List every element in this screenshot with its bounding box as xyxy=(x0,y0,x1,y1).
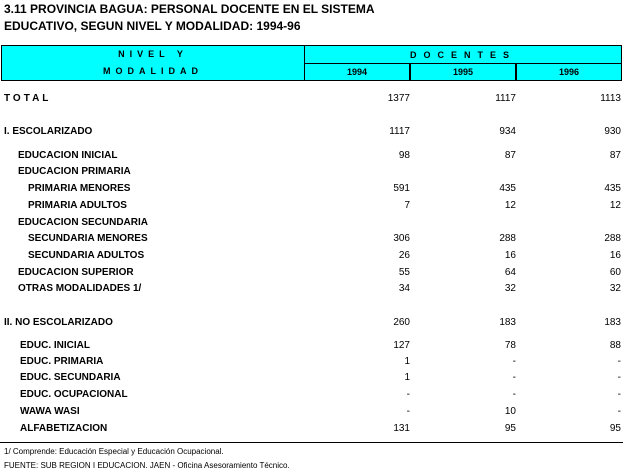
cell-1994: 7 xyxy=(404,200,410,211)
footer-divider xyxy=(0,442,623,443)
row-label: EDUCACION INICIAL xyxy=(18,150,118,161)
row-label: WAWA WASI xyxy=(20,406,80,417)
cell-1996: - xyxy=(617,372,621,383)
cell-1996: 60 xyxy=(609,267,621,278)
table-row xyxy=(0,340,623,354)
row-label: PRIMARIA ADULTOS xyxy=(28,200,127,211)
page-title: 3.11 PROVINCIA BAGUA: PERSONAL DOCENTE EN EL SISTEMA xyxy=(4,2,375,16)
cell-1995: - xyxy=(512,389,516,400)
cell-1995: 288 xyxy=(499,233,516,244)
cell-1995: - xyxy=(512,356,516,367)
cell-1994: 260 xyxy=(393,317,410,328)
cell-1995: 32 xyxy=(504,283,516,294)
table-row xyxy=(0,423,623,437)
table-row-total xyxy=(0,93,623,107)
cell-1994: 1377 xyxy=(387,93,410,104)
row-label: SECUNDARIA ADULTOS xyxy=(28,250,145,261)
cell-1994: - xyxy=(406,406,410,417)
row-label: TOTAL xyxy=(4,93,52,104)
cell-1995: 10 xyxy=(504,406,516,417)
cell-1994: 1 xyxy=(404,356,410,367)
cell-1994: 98 xyxy=(398,150,410,161)
row-label: SECUNDARIA MENORES xyxy=(28,233,148,244)
page-subtitle: EDUCATIVO, SEGUN NIVEL Y MODALIDAD: 1994-96 xyxy=(4,19,301,33)
cell-1996: 183 xyxy=(604,317,621,328)
table-row xyxy=(0,166,623,180)
header-year-1994: 1994 xyxy=(305,64,410,81)
cell-1996: 435 xyxy=(604,183,621,194)
table-row xyxy=(0,389,623,403)
row-label: II. NO ESCOLARIZADO xyxy=(4,317,113,328)
row-label: EDUCACION SECUNDARIA xyxy=(18,217,149,228)
row-label: ALFABETIZACION xyxy=(20,423,108,434)
table-row xyxy=(0,233,623,247)
row-label: EDUC. PRIMARIA xyxy=(20,356,104,367)
row-label: I. ESCOLARIZADO xyxy=(4,126,93,137)
cell-1995: 78 xyxy=(504,340,516,351)
cell-1996: 930 xyxy=(604,126,621,137)
cell-1995: 95 xyxy=(504,423,516,434)
cell-1994: 1117 xyxy=(389,126,410,137)
cell-1996: 1113 xyxy=(600,93,621,104)
cell-1994: 1 xyxy=(404,372,410,383)
cell-1994: 34 xyxy=(398,283,410,294)
cell-1995: 934 xyxy=(499,126,516,137)
cell-1995: 1117 xyxy=(495,93,516,104)
cell-1996: - xyxy=(617,406,621,417)
cell-1995: 12 xyxy=(504,200,516,211)
cell-1996: 16 xyxy=(609,250,621,261)
cell-1996: 12 xyxy=(609,200,621,211)
cell-1996: 87 xyxy=(609,150,621,161)
cell-1996: - xyxy=(617,356,621,367)
table-row xyxy=(0,126,623,140)
cell-1996: - xyxy=(617,389,621,400)
cell-1994: - xyxy=(406,389,410,400)
table-row xyxy=(0,267,623,281)
row-label: OTRAS MODALIDADES 1/ xyxy=(18,283,142,294)
table-row xyxy=(0,250,623,264)
header-nivel: NIVEL Y xyxy=(118,49,188,59)
cell-1995: 16 xyxy=(504,250,516,261)
table-row xyxy=(0,283,623,297)
footnote: 1/ Comprende: Educación Especial y Educación Ocupacional. xyxy=(4,447,224,456)
cell-1995: 64 xyxy=(504,267,516,278)
row-label: PRIMARIA MENORES xyxy=(28,183,131,194)
table-row xyxy=(0,217,623,231)
table-row xyxy=(0,183,623,197)
header-year-1995: 1995 xyxy=(410,64,516,81)
cell-1994: 591 xyxy=(393,183,410,194)
cell-1996: 288 xyxy=(604,233,621,244)
table-row xyxy=(0,406,623,420)
cell-1994: 131 xyxy=(393,423,410,434)
row-label: EDUCACION SUPERIOR xyxy=(18,267,134,278)
cell-1996: 95 xyxy=(609,423,621,434)
cell-1994: 55 xyxy=(398,267,410,278)
row-label: EDUC. SECUNDARIA xyxy=(20,372,121,383)
row-label: EDUCACION PRIMARIA xyxy=(18,166,131,177)
cell-1994: 127 xyxy=(393,340,410,351)
cell-1995: 87 xyxy=(504,150,516,161)
table-row xyxy=(0,372,623,386)
row-label: EDUC. OCUPACIONAL xyxy=(20,389,128,400)
table-row xyxy=(0,356,623,370)
cell-1996: 32 xyxy=(609,283,621,294)
header-docentes: DOCENTES xyxy=(305,45,622,64)
cell-1995: 435 xyxy=(499,183,516,194)
header-modalidad: MODALIDAD xyxy=(103,66,203,76)
cell-1994: 306 xyxy=(393,233,410,244)
row-label: EDUC. INICIAL xyxy=(20,340,90,351)
table-row xyxy=(0,150,623,164)
header-year-1996: 1996 xyxy=(516,64,622,81)
table-row xyxy=(0,317,623,331)
table-row xyxy=(0,200,623,214)
cell-1994: 26 xyxy=(398,250,410,261)
header-nivel-modalidad xyxy=(1,45,305,81)
cell-1995: 183 xyxy=(499,317,516,328)
source-note: FUENTE: SUB REGION I EDUCACION. JAEN - Oficina Asesoramiento Técnico. xyxy=(4,461,290,470)
cell-1996: 88 xyxy=(609,340,621,351)
cell-1995: - xyxy=(512,372,516,383)
